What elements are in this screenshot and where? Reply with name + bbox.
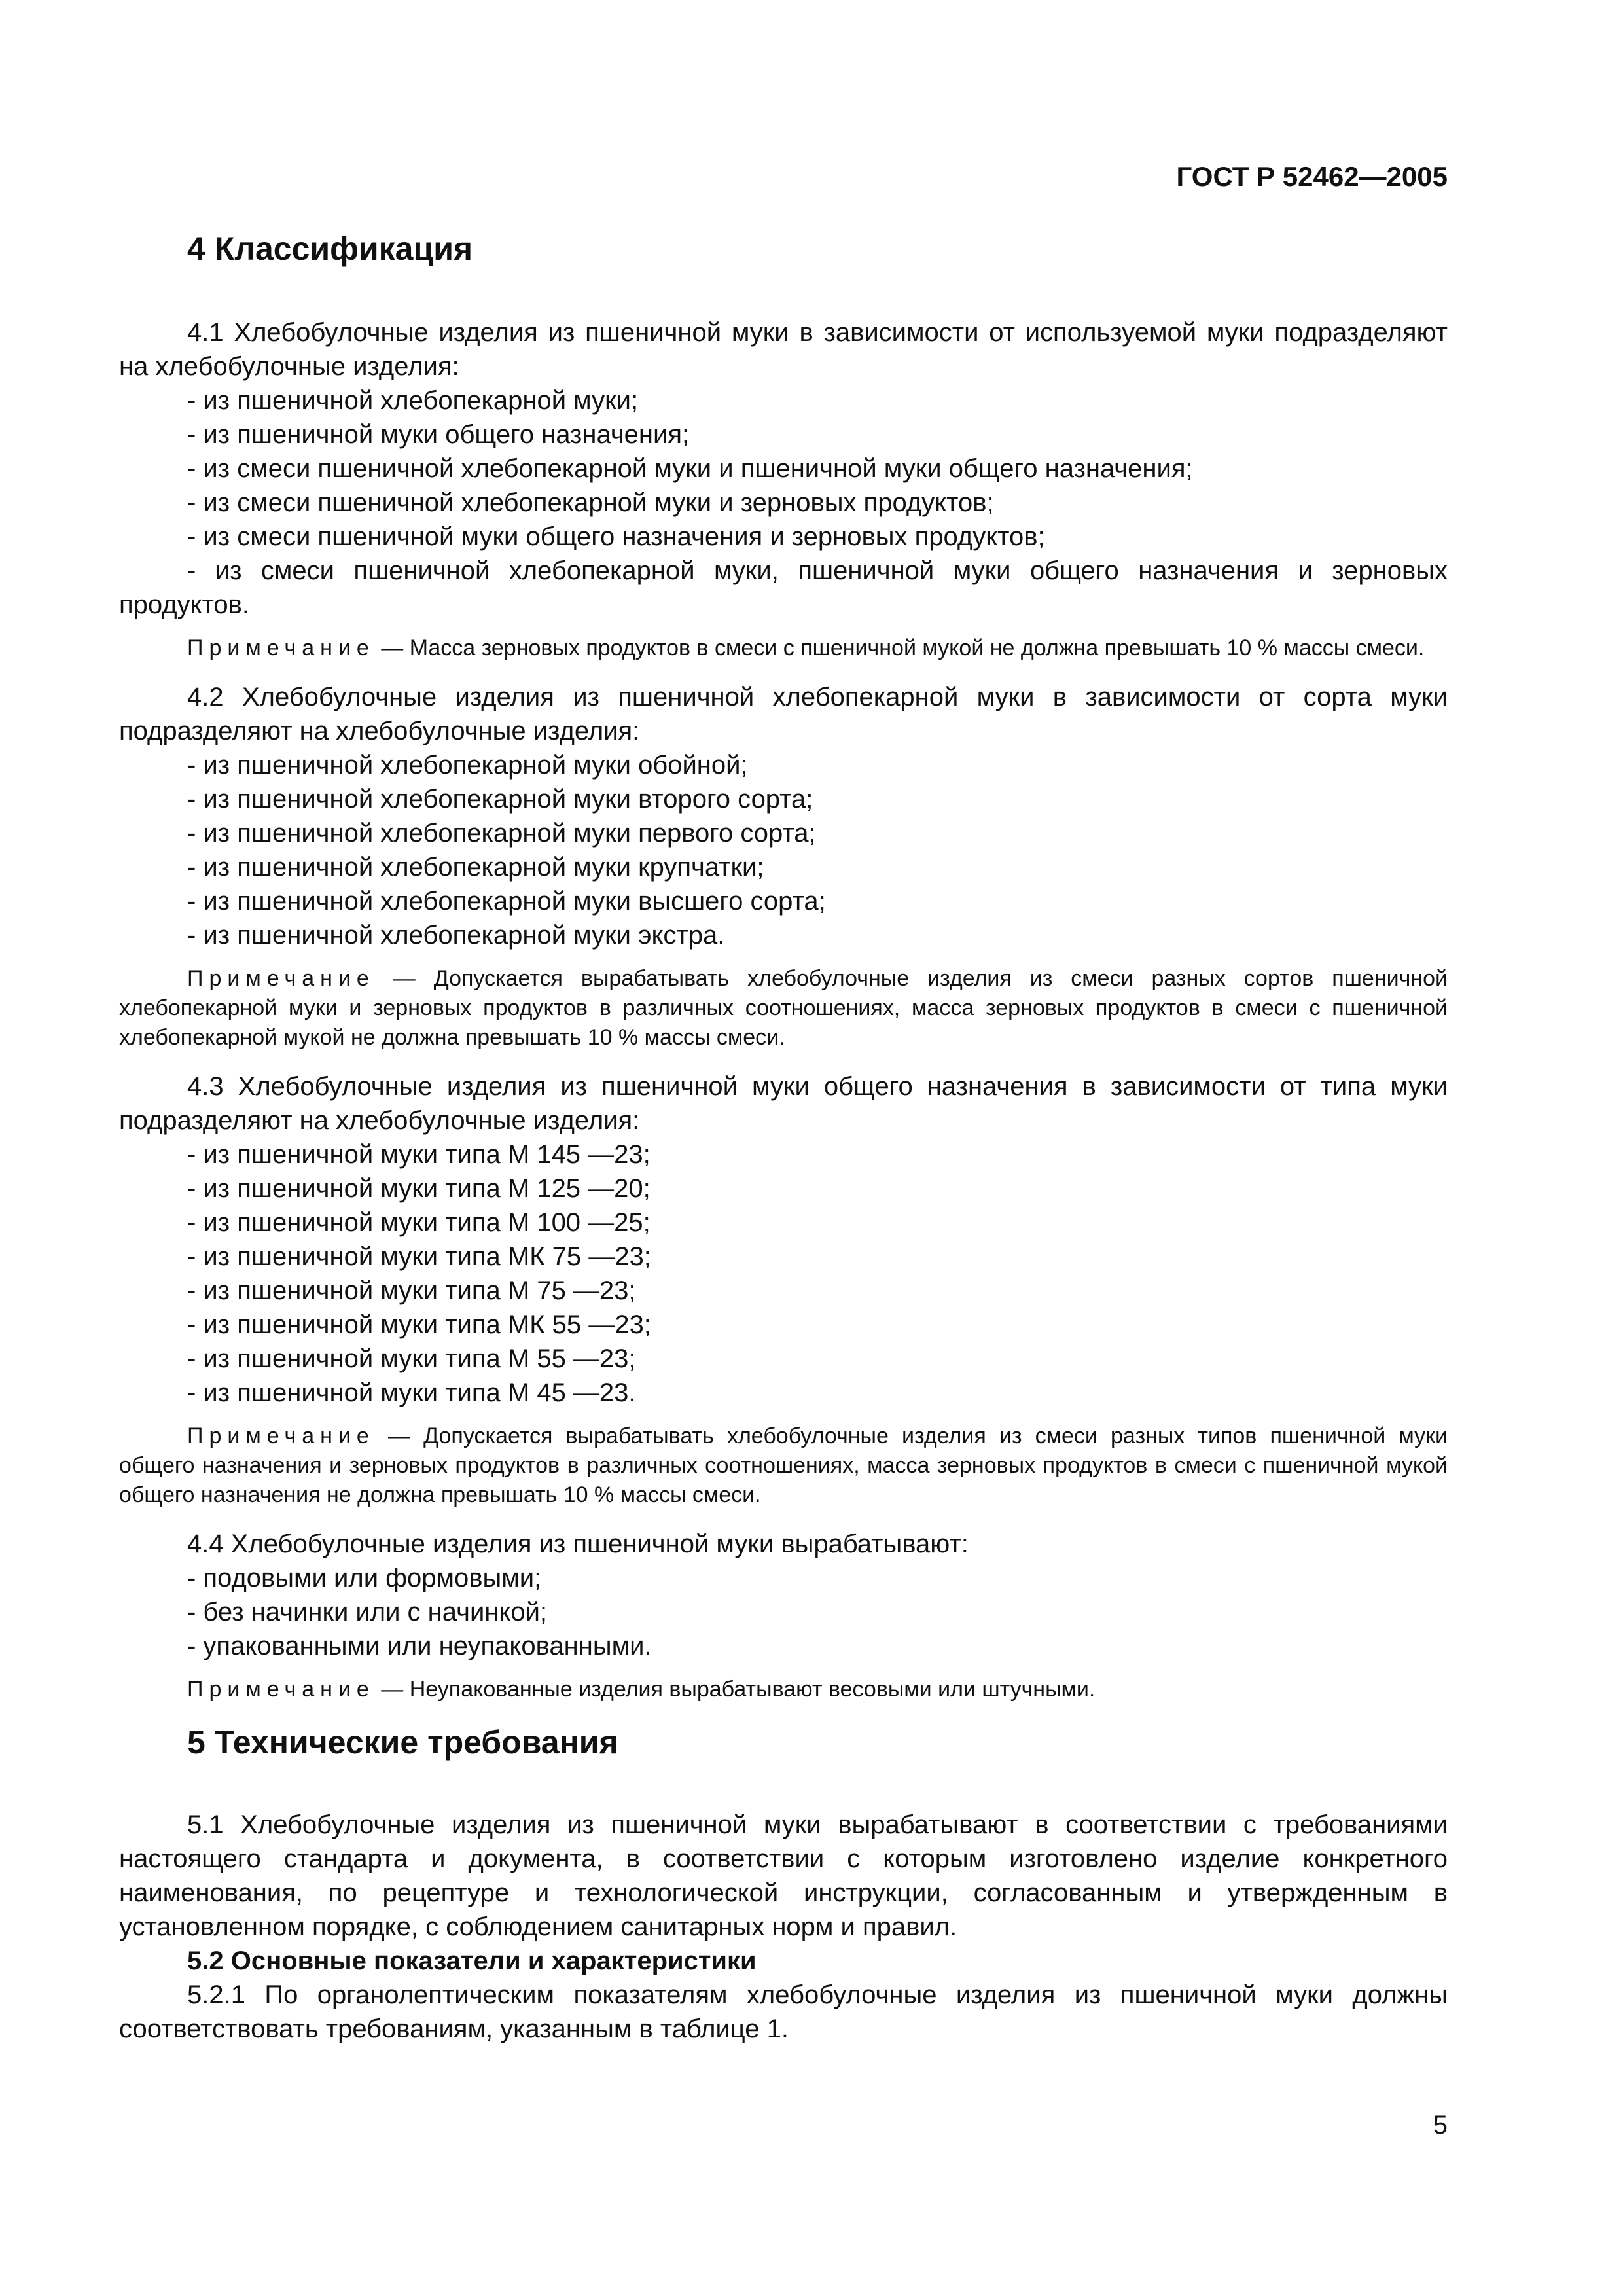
list-item: - из пшеничной хлебопекарной муки; xyxy=(187,386,639,415)
list-item: - из пшеничной муки типа М 55 —23; xyxy=(187,1344,636,1373)
list-item: - из пшеничной муки типа МК 75 —23; xyxy=(187,1242,651,1271)
page-content xyxy=(119,229,1448,2046)
paragraph-4-4: 4.4 Хлебобулочные изделия из пшеничной муки вырабатывают: xyxy=(187,1530,969,1558)
note-text: — Допускается вырабатывать хлебобулочные изделия из смеси разных типов пшеничной муки общего назначения и зерновых продуктов в различных соотношениях, масса зерновых продуктов в смеси с пшеничной мукой общего назначения не должна превышать 10 % массы смеси. xyxy=(119,1424,1448,1507)
list-item: - подовыми или формовыми; xyxy=(187,1564,542,1592)
list-item: - из смеси пшеничной хлебопекарной муки и зерновых продуктов; xyxy=(187,488,994,517)
list-item: - из пшеничной муки типа МК 55 —23; xyxy=(187,1310,651,1339)
paragraph-4-2: 4.2 Хлебобулочные изделия из пшеничной хлебопекарной муки в зависимости от сорта муки подразделяют на хлебобулочные изделия: xyxy=(119,683,1448,745)
list-item: - из пшеничной муки общего назначения; xyxy=(187,420,690,449)
list-item: - из пшеничной муки типа М 45 —23. xyxy=(187,1378,636,1407)
note-4-4 xyxy=(119,1675,1448,1704)
section-5-title: 5 Технические требования xyxy=(187,1724,618,1761)
paragraph-5-1: 5.1 Хлебобулочные изделия из пшеничной муки вырабатывают в соответствии с требованиями настоящего стандарта и документа, в соответствии с которым изготовлено изделие конкретного наименования, по рецептуре и технологической инструкции, согласованным и утвержденным в установленном порядке, с соблюдением санитарных норм и правил. xyxy=(119,1810,1448,1941)
section-4-title: 4 Классификация xyxy=(187,230,473,267)
list-item: - из пшеничной хлебопекарной муки крупчатки; xyxy=(187,853,764,882)
document-id-header: ГОСТ Р 52462—2005 xyxy=(1176,161,1448,192)
list-item: - упакованными или неупакованными. xyxy=(187,1632,652,1660)
paragraph-4-3: 4.3 Хлебобулочные изделия из пшеничной муки общего назначения в зависимости от типа муки подразделяют на хлебобулочные изделия: xyxy=(119,1072,1448,1135)
list-item: - из смеси пшеничной муки общего назначения и зерновых продуктов; xyxy=(187,522,1045,551)
note-label: Примечание xyxy=(187,636,375,660)
list-item: - из пшеничной муки типа М 145 —23; xyxy=(187,1140,651,1169)
list-item: - из пшеничной хлебопекарной муки высшего сорта; xyxy=(187,887,826,916)
list-item: - из пшеничной муки типа М 125 —20; xyxy=(187,1174,651,1203)
note-text: — Допускается вырабатывать хлебобулочные изделия из смеси разных сортов пшеничной хлебопекарной муки и зерновых продуктов в различных соотношениях, масса зерновых продуктов в смеси с пшеничной хлебопекарной мукой не должна превышать 10 % массы смеси. xyxy=(119,966,1448,1050)
note-text: — Масса зерновых продуктов в смеси с пшеничной мукой не должна превышать 10 % массы смеси. xyxy=(381,636,1425,660)
paragraph-5-2-1: 5.2.1 По органолептическим показателям хлебобулочные изделия из пшеничной муки должны соответствовать требованиям, указанным в таблице 1. xyxy=(119,1981,1448,2043)
list-item: - из смеси пшеничной хлебопекарной муки, пшеничной муки общего назначения и зерновых продуктов. xyxy=(119,556,1448,619)
subheading-5-2: 5.2 Основные показатели и характеристики xyxy=(187,1946,757,1975)
note-label: Примечание xyxy=(187,1424,375,1448)
page-number: 5 xyxy=(1433,2111,1448,2140)
list-item: - из пшеничной хлебопекарной муки второго сорта; xyxy=(187,785,813,814)
list-item: - из пшеничной муки типа М 75 —23; xyxy=(187,1276,636,1305)
note-4-3 xyxy=(119,1422,1448,1510)
note-text: — Неупакованные изделия вырабатывают весовыми или штучными. xyxy=(381,1677,1096,1702)
list-item: - из смеси пшеничной хлебопекарной муки и пшеничной муки общего назначения; xyxy=(187,454,1193,483)
list-item: - из пшеничной хлебопекарной муки экстра. xyxy=(187,921,725,950)
list-item: - из пшеничной хлебопекарной муки обойной; xyxy=(187,751,748,780)
note-label: Примечание xyxy=(187,966,375,991)
paragraph-4-1: 4.1 Хлебобулочные изделия из пшеничной муки в зависимости от используемой муки подразделяют на хлебобулочные изделия: xyxy=(119,318,1448,381)
list-item: - из пшеничной хлебопекарной муки первого сорта; xyxy=(187,819,816,848)
list-item: - из пшеничной муки типа М 100 —25; xyxy=(187,1208,651,1237)
note-4-1 xyxy=(119,634,1448,663)
list-item: - без начинки или с начинкой; xyxy=(187,1598,548,1626)
note-label: Примечание xyxy=(187,1677,375,1702)
note-4-2 xyxy=(119,964,1448,1052)
